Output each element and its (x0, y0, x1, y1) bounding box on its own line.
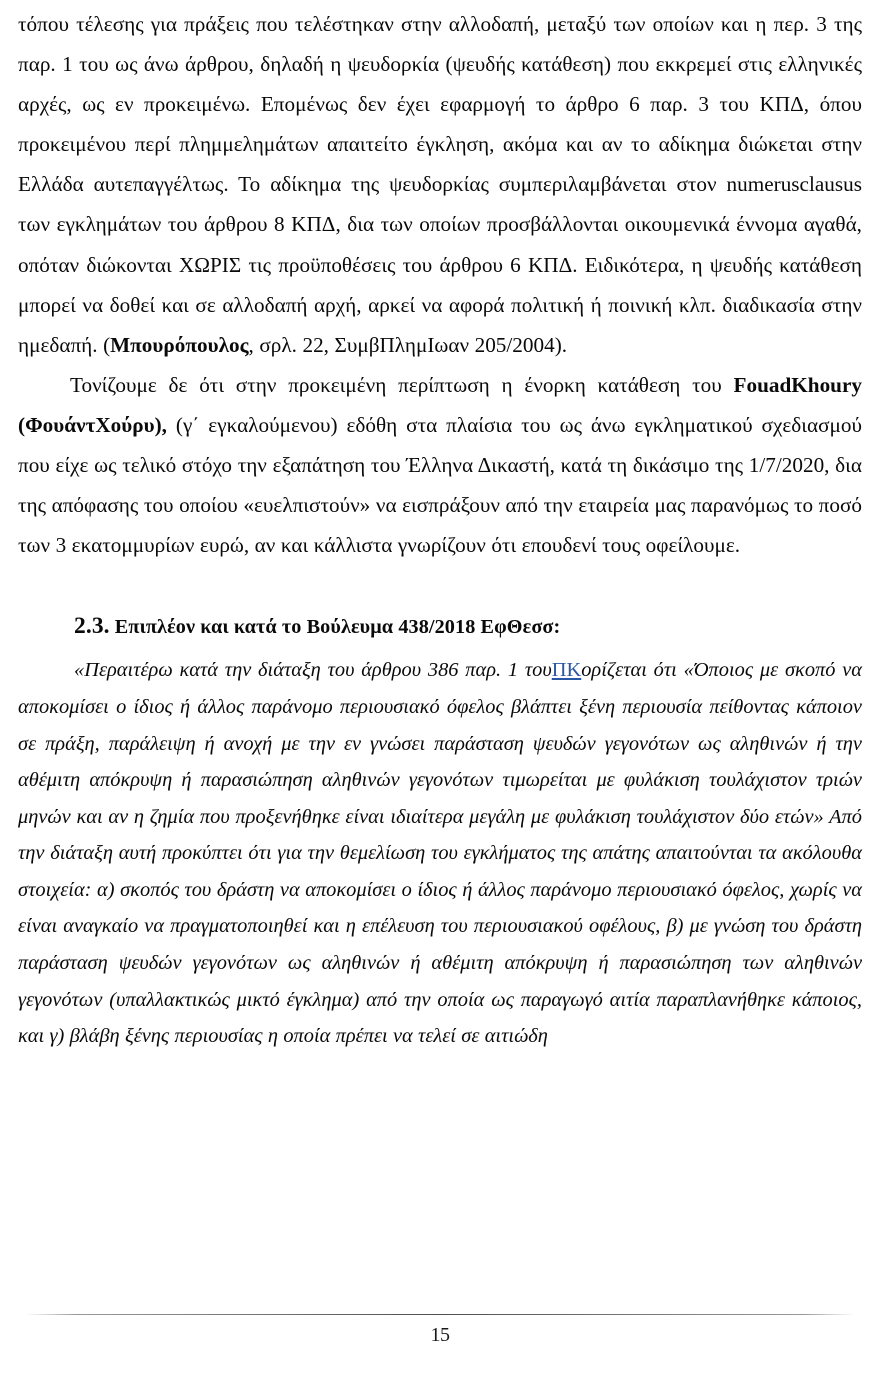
quoted-legal-passage (18, 652, 862, 1055)
quote-part-2: ορίζεται ότι «Όποιος με σκοπό να αποκομίσει ο ίδιος ή άλλος παράνομο περιουσιακό όφελος βλάπτει ξένη περιουσία πείθοντας κάποιον σε πράξη, παράλειψη ή ανοχή με την εν γνώσει παράσταση ψευδών γεγονότων ως αληθινών ή την αθέμιτη απόκρυψη ή παρασιώπηση αληθινών γεγονότων τιμωρείται με φυλάκιση τουλάχιστον τριών μηνών και αν η ζημία που προξενήθηκε είναι ιδιαίτερα μεγάλη με φυλάκιση τουλάχιστον δύο ετών» Από την διάταξη αυτή προκύπτει ότι για την θεμελίωση του εγκλήματος της απάτης απαιτούνται τα ακόλουθα στοιχεία: α) σκοπός του δράστη να αποκομίσει ο ίδιος ή άλλος παράνομο περιουσιακό όφελος, χωρίς να είναι αναγκαίο να πραγματοποιηθεί και η επέλευση του περιουσιακού οφέλους, β) με γνώση του δράστη παράσταση ψευδών γεγονότων ως αληθινών ή αθέμιτη απόκρυψη ή παρασιώπηση των αληθινών γεγονότων (υπαλλακτικώς μικτό έγκλημα) από την οποία ως παραγωγό αιτία παραπλανήθηκε κάποιος, και γ) βλάβη ξένης περιουσίας η οποία πρέπει να τελεί σε αιτιώδη (18, 659, 863, 1048)
cited-author-bouropoulos: Μπουρόπουλος (110, 332, 249, 357)
paragraph-1-tail: , σρλ. 22, ΣυμβΠλημΙωαν 205/2004). (248, 332, 568, 357)
section-heading-2-3 (18, 609, 862, 644)
section-number: 2.3. (74, 613, 110, 640)
page-content (18, 4, 862, 1055)
paragraph-2-head: Τονίζουμε δε ότι στην προκειμένη περίπτωση η ένορκη κατάθεση του (70, 372, 734, 397)
footer-divider (26, 1314, 854, 1315)
paragraph-1-text: τόπου τέλεσης για πράξεις που τελέστηκαν στην αλλοδαπή, μεταξύ των οποίων και η περ. 3 της παρ. 1 του ως άνω άρθρου, δηλαδή η ψευδορκία (ψευδής κατάθεση) που εκκρεμεί στις ελληνικές αρχές, ως εν προκειμένω. Επομένως δεν έχει εφαρμογή το άρθρο 6 παρ. 3 του ΚΠΔ, όπου προκειμένου περί πλημμελημάτων απαιτείτο έγκληση, ακόμα και αν το αδίκημα διώκεται στην Ελλάδα αυτεπαγγέλτως. Το αδίκημα της ψευδορκίας συμπεριλαμβάνεται στον numerusclausus των εγκλημάτων του άρθρου 8 ΚΠΔ, δια των οποίων προσβάλλονται οικουμενικά έννομα αγαθά, οπόταν διώκονται ΧΩΡΙΣ τις προϋποθέσεις του άρθρου 6 ΚΠΔ. Ειδικότερα, η ψευδής κατάθεση μπορεί να δοθεί και σε αλλοδαπή αρχή, αρκεί να αφορά πολιτική ή ποινική κλπ. διαδικασία στην ημεδαπή. ( (18, 12, 862, 357)
paragraph-continuation (18, 4, 862, 365)
post-heading-spacer (18, 644, 862, 652)
quote-part-1: «Περαιτέρω κατά την διάταξη του άρθρου 386 παρ. 1 του (74, 659, 552, 682)
page-footer (26, 1314, 854, 1347)
paragraph-tonizoume (18, 365, 862, 565)
heading-spacer (18, 565, 862, 609)
link-poiniko-kodika[interactable]: ΠΚ (551, 659, 582, 682)
party-name-fouad-khoury: FouadKhoury (ΦουάντΧούρυ), (18, 372, 862, 437)
page-number: 15 (430, 1324, 450, 1346)
section-heading-text: Επιπλέον και κατά το Βούλευμα 438/2018 ΕφΘεσσ: (109, 616, 561, 639)
paragraph-2-tail: (γ΄ εγκαλούμενου) εδόθη στα πλαίσια του ως άνω εγκληματικού σχεδιασμού που είχε ως τελικό στόχο την εξαπάτηση του Έλληνα Δικαστή, κατά τη δικάσιμο της 1/7/2020, δια της απόφασης του οποίου «ευελπιστούν» να εισπράξουν από την εταιρεία μας παρανόμως το ποσό των 3 εκατομμυρίων ευρώ, αν και κάλλιστα γνωρίζουν ότι επουδενί τους οφείλουμε. (18, 412, 862, 558)
